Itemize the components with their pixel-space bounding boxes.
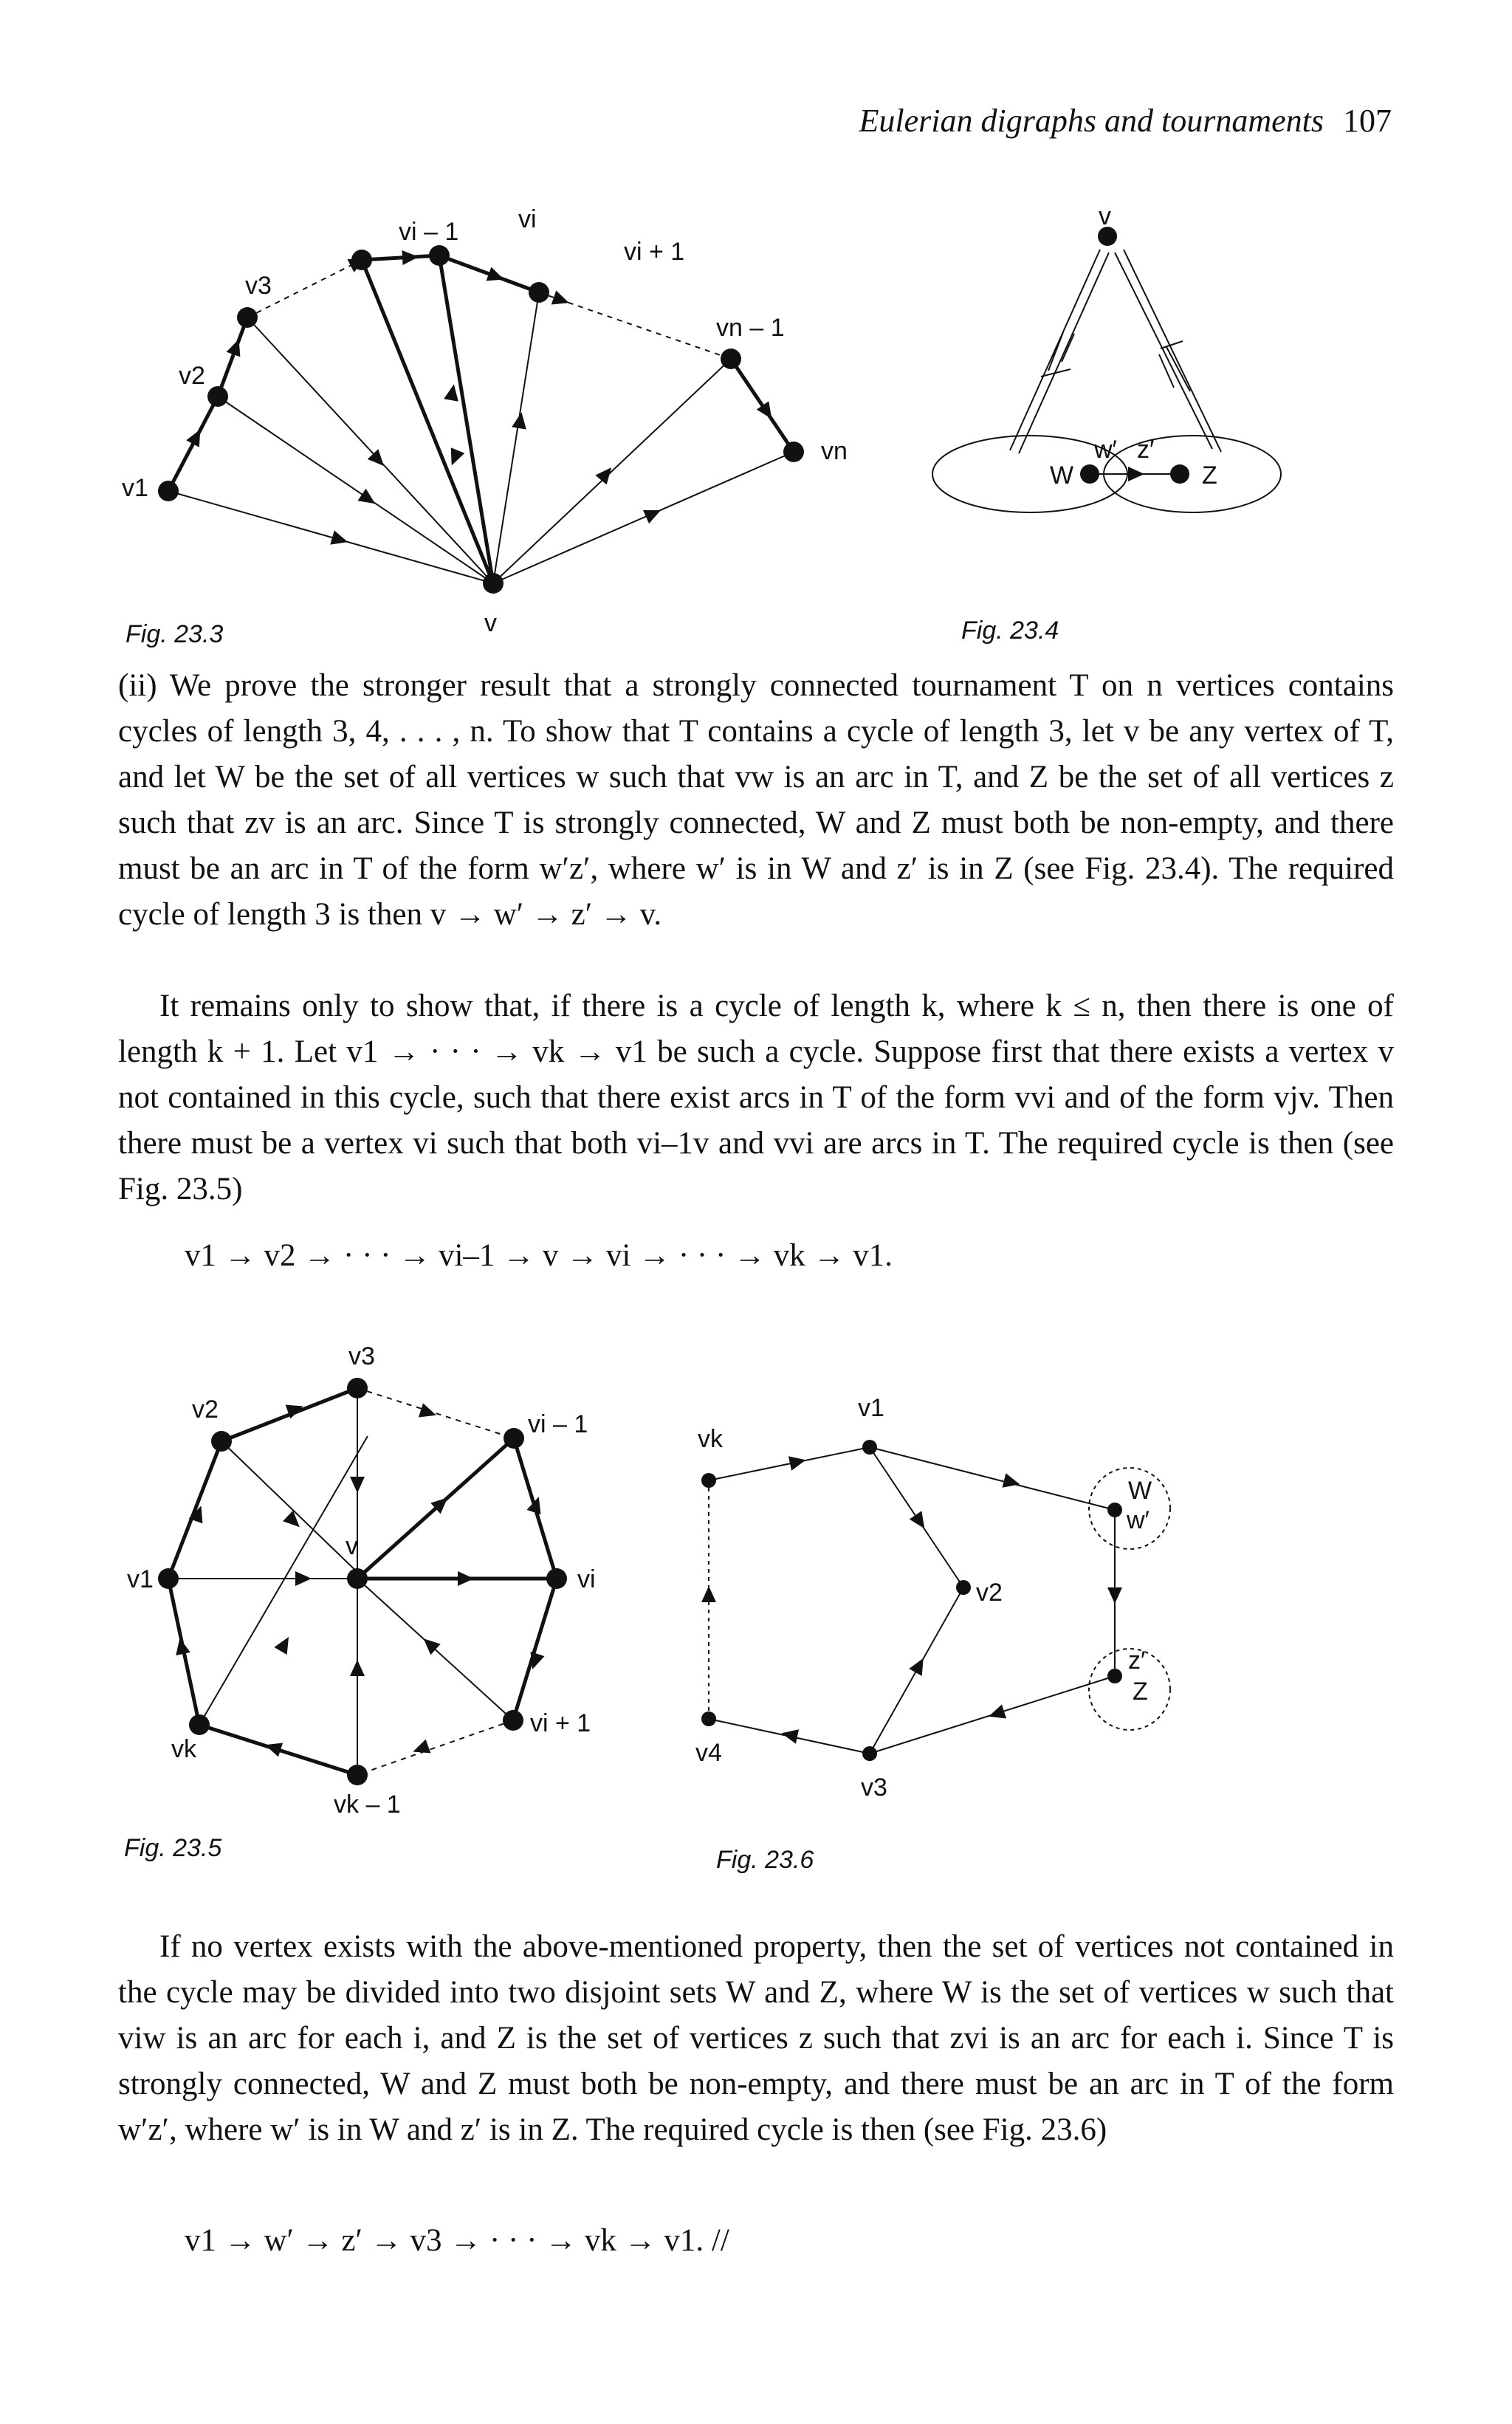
label-W: W <box>1128 1477 1152 1505</box>
label-v3: v3 <box>245 272 272 300</box>
label-v1: v1 <box>858 1394 884 1422</box>
figure-23-4 <box>930 202 1314 657</box>
label-v: v <box>1099 202 1111 230</box>
label-v2: v2 <box>976 1579 1003 1607</box>
label-vi: vi <box>577 1565 596 1593</box>
paragraph-2-text: It remains only to show that, if there is a cycle of length k, where k ≤ n, then there is one of length k + 1. Let v1 → · · · → vk → v1 be such a cycle. Suppose first that there exists a vertex v not contained in this cycle, such that there exist arcs in T of the form vvi and of the form vjv. Then there must be a vertex vi such that both vi–1v and vvi are arcs in T. The required cycle is then (see Fig. 23.5) <box>118 989 1394 1206</box>
figure-23-5 <box>111 1329 628 1890</box>
label-vi: vi <box>518 205 537 233</box>
caption-fig-23-3: Fig. 23.3 <box>126 620 224 648</box>
label-Z: Z <box>1133 1678 1148 1706</box>
paragraph-3-text: If no vertex exists with the above-mentioned property, then the set of vertices not contained in the cycle may be divided into two disjoint sets W and Z, where W is the set of vertices w such that viw is an arc for each i, and Z is the set of vertices z such that zvi is an arc for each i. Since T is strongly connected, W and Z must both be non-empty, and there must be an arc in T of the form w′z′, where w′ is in W and z′ is in Z. The required cycle is then (see Fig. 23.6) <box>118 1929 1394 2147</box>
label-vi-plus-1: vi + 1 <box>624 238 685 266</box>
label-vk: vk <box>171 1735 196 1763</box>
label-v1: v1 <box>122 474 148 502</box>
label-z-prime: z′ <box>1128 1647 1146 1675</box>
label-W: W <box>1050 461 1074 490</box>
paragraph-1 <box>118 663 1394 938</box>
label-Z: Z <box>1202 461 1217 490</box>
label-vn-minus-1: vn – 1 <box>716 314 785 342</box>
caption-fig-23-4: Fig. 23.4 <box>961 617 1059 645</box>
label-w-prime: w′ <box>1094 436 1117 464</box>
label-v: v <box>346 1532 358 1560</box>
caption-fig-23-6: Fig. 23.6 <box>716 1846 814 1874</box>
label-vk-minus-1: vk – 1 <box>334 1790 401 1819</box>
figure-23-6 <box>687 1373 1226 1890</box>
label-v3: v3 <box>348 1342 375 1370</box>
figure-23-3 <box>111 207 849 650</box>
label-vk: vk <box>698 1425 723 1453</box>
equation-1-text: v1 → v2 → · · · → vi–1 → v → vi → · · · → vk → v1. <box>185 1238 893 1273</box>
running-title: Eulerian digraphs and tournaments <box>859 103 1324 139</box>
label-vi-minus-1: vi – 1 <box>528 1410 588 1438</box>
label-w-prime: w′ <box>1127 1506 1150 1534</box>
paragraph-2 <box>118 983 1394 1212</box>
label-v: v <box>484 609 497 637</box>
caption-fig-23-5: Fig. 23.5 <box>124 1834 222 1862</box>
label-v2: v2 <box>192 1395 219 1424</box>
page-number: 107 <box>1343 103 1392 139</box>
equation-1 <box>185 1233 893 1279</box>
label-z-prime: z′ <box>1137 436 1155 464</box>
equation-2 <box>185 2218 729 2264</box>
paragraph-3 <box>118 1924 1394 2153</box>
running-header <box>859 102 1392 140</box>
equation-2-text: v1 → w′ → z′ → v3 → · · · → vk → v1. // <box>185 2223 729 2258</box>
label-v3: v3 <box>861 1774 887 1802</box>
paragraph-1-text: (ii) We prove the stronger result that a strongly connected tournament T on n vertices contains cycles of length 3, 4, . . . , n. To show that T contains a cycle of length 3, let v be any vertex of T, and let W be the set of all vertices w such that vw is an arc in T, and Z be the set of all vertices z such that zv is an arc. Since T is strongly connected, W and Z must both be non-empty, and there must be an arc in T of the form w′z′, where w′ is in W and z′ is in Z (see Fig. 23.4). The required cycle of length 3 is then v → w′ → z′ → v. <box>118 668 1394 932</box>
label-v2: v2 <box>179 362 205 390</box>
label-vi-plus-1: vi + 1 <box>530 1709 591 1737</box>
label-vi-minus-1: vi – 1 <box>399 218 459 246</box>
label-vn: vn <box>821 437 848 465</box>
label-v1: v1 <box>127 1565 154 1593</box>
label-v4: v4 <box>695 1739 722 1767</box>
